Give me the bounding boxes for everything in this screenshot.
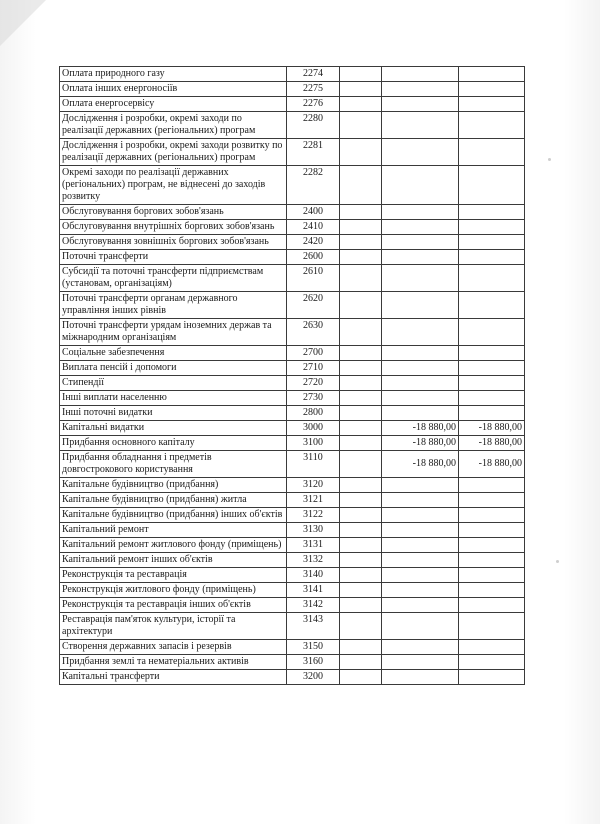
economic-code-cell: 2280 [287,112,340,139]
expense-name-cell: Інші поточні видатки [60,406,287,421]
economic-code-cell: 3110 [287,451,340,478]
expense-name-cell: Оплата інших енергоносіїв [60,82,287,97]
table-row [60,376,525,391]
amount-cell: -18 880,00 [382,421,459,436]
table-row [60,478,525,493]
expense-name-cell: Виплата пенсій і допомоги [60,361,287,376]
expense-name-cell: Створення державних запасів і резервів [60,640,287,655]
expense-name-cell: Оплата природного газу [60,67,287,82]
empty-amount-cell [340,538,382,553]
amount-cell [382,139,459,166]
amount-cell [459,205,525,220]
scan-speck [556,560,559,563]
amount-cell [382,166,459,205]
amount-cell [459,112,525,139]
economic-code-cell: 3141 [287,583,340,598]
expense-name-cell: Окремі заходи по реалізації державних (регіональних) програм, не віднесені до заходів розвитку [60,166,287,205]
empty-amount-cell [340,361,382,376]
table-row [60,451,525,478]
empty-amount-cell [340,436,382,451]
economic-code-cell: 2610 [287,265,340,292]
table-row [60,598,525,613]
amount-cell [459,292,525,319]
amount-cell [382,220,459,235]
expense-name-cell: Дослідження і розробки, окремі заходи розвитку по реалізації державних (регіональних) програм [60,139,287,166]
amount-cell [382,493,459,508]
amount-cell [459,139,525,166]
table-row [60,640,525,655]
economic-code-cell: 3143 [287,613,340,640]
amount-cell: -18 880,00 [459,451,525,478]
expense-name-cell: Поточні трансферти [60,250,287,265]
empty-amount-cell [340,478,382,493]
empty-amount-cell [340,67,382,82]
expense-name-cell: Інші виплати населенню [60,391,287,406]
amount-cell: -18 880,00 [382,436,459,451]
amount-cell: -18 880,00 [459,421,525,436]
economic-code-cell: 3130 [287,523,340,538]
table-row [60,361,525,376]
amount-cell [382,319,459,346]
amount-cell [459,568,525,583]
economic-code-cell: 3140 [287,568,340,583]
empty-amount-cell [340,82,382,97]
table-row [60,583,525,598]
amount-cell [459,361,525,376]
expense-name-cell: Поточні трансферти органам державного управління інших рівнів [60,292,287,319]
amount-cell [382,67,459,82]
empty-amount-cell [340,568,382,583]
table-row [60,508,525,523]
table-row [60,346,525,361]
amount-cell [459,508,525,523]
economic-code-cell: 3160 [287,655,340,670]
amount-cell [382,508,459,523]
economic-code-cell: 2600 [287,250,340,265]
expense-name-cell: Реставрація пам'яток культури, історії та архітектури [60,613,287,640]
amount-cell [382,346,459,361]
expense-name-cell: Реконструкція та реставрація інших об'єктів [60,598,287,613]
amount-cell [382,205,459,220]
amount-cell [459,553,525,568]
expense-name-cell: Соціальне забезпечення [60,346,287,361]
empty-amount-cell [340,583,382,598]
amount-cell [459,598,525,613]
empty-amount-cell [340,205,382,220]
expense-name-cell: Дослідження і розробки, окремі заходи по реалізації державних (регіональних) програм [60,112,287,139]
economic-code-cell: 3200 [287,670,340,685]
expense-name-cell: Поточні трансферти урядам іноземних держав та міжнародним організаціям [60,319,287,346]
empty-amount-cell [340,97,382,112]
economic-code-cell: 2274 [287,67,340,82]
empty-amount-cell [340,451,382,478]
economic-code-cell: 2282 [287,166,340,205]
amount-cell [382,82,459,97]
amount-cell [382,670,459,685]
table-row [60,421,525,436]
table-row [60,265,525,292]
economic-code-cell: 3131 [287,538,340,553]
expense-name-cell: Капітальні трансферти [60,670,287,685]
expense-name-cell: Капітальний ремонт [60,523,287,538]
empty-amount-cell [340,598,382,613]
empty-amount-cell [340,493,382,508]
table-row [60,235,525,250]
table-row [60,139,525,166]
amount-cell [459,250,525,265]
amount-cell [459,82,525,97]
table-row [60,391,525,406]
empty-amount-cell [340,421,382,436]
amount-cell [382,235,459,250]
amount-cell [459,97,525,112]
amount-cell [382,406,459,421]
amount-cell [459,478,525,493]
empty-amount-cell [340,553,382,568]
amount-cell [459,640,525,655]
economic-code-cell: 2281 [287,139,340,166]
table-row [60,670,525,685]
empty-amount-cell [340,292,382,319]
scan-speck [548,158,551,161]
economic-code-cell: 2620 [287,292,340,319]
table-row [60,493,525,508]
amount-cell [459,265,525,292]
amount-cell [382,568,459,583]
amount-cell [459,235,525,250]
amount-cell [459,613,525,640]
amount-cell [459,493,525,508]
amount-cell [459,670,525,685]
table-row [60,97,525,112]
amount-cell [459,220,525,235]
amount-cell [382,361,459,376]
amount-cell [382,250,459,265]
amount-cell [382,376,459,391]
amount-cell [382,538,459,553]
amount-cell [382,292,459,319]
table-row [60,319,525,346]
economic-code-cell: 3000 [287,421,340,436]
empty-amount-cell [340,523,382,538]
amount-cell [459,346,525,361]
empty-amount-cell [340,406,382,421]
economic-code-cell: 2630 [287,319,340,346]
economic-code-cell: 2400 [287,205,340,220]
amount-cell [459,523,525,538]
empty-amount-cell [340,391,382,406]
economic-code-cell: 2800 [287,406,340,421]
amount-cell [382,553,459,568]
expense-name-cell: Реконструкція та реставрація [60,568,287,583]
empty-amount-cell [340,508,382,523]
empty-amount-cell [340,220,382,235]
expense-name-cell: Капітальне будівництво (придбання) [60,478,287,493]
amount-cell [382,655,459,670]
empty-amount-cell [340,640,382,655]
amount-cell [459,655,525,670]
amount-cell [382,583,459,598]
empty-amount-cell [340,166,382,205]
amount-cell: -18 880,00 [382,451,459,478]
economic-code-cell: 2700 [287,346,340,361]
expense-name-cell: Капітальне будівництво (придбання) інших об'єктів [60,508,287,523]
economic-code-cell: 3142 [287,598,340,613]
amount-cell [382,112,459,139]
empty-amount-cell [340,319,382,346]
expense-name-cell: Капітальне будівництво (придбання) житла [60,493,287,508]
economic-code-cell: 3132 [287,553,340,568]
amount-cell [382,391,459,406]
economic-code-cell: 3120 [287,478,340,493]
economic-code-cell: 2410 [287,220,340,235]
empty-amount-cell [340,235,382,250]
amount-cell: -18 880,00 [459,436,525,451]
empty-amount-cell [340,376,382,391]
budget-expenditure-table [59,66,525,685]
economic-code-cell: 3150 [287,640,340,655]
table-row [60,553,525,568]
empty-amount-cell [340,613,382,640]
economic-code-cell: 2275 [287,82,340,97]
expense-name-cell: Капітальний ремонт житлового фонду (приміщень) [60,538,287,553]
amount-cell [459,406,525,421]
expense-name-cell: Реконструкція житлового фонду (приміщень) [60,583,287,598]
amount-cell [382,97,459,112]
amount-cell [459,583,525,598]
economic-code-cell: 2276 [287,97,340,112]
economic-code-cell: 2720 [287,376,340,391]
expense-name-cell: Придбання основного капіталу [60,436,287,451]
table-row [60,82,525,97]
economic-code-cell: 3122 [287,508,340,523]
expense-name-cell: Обслуговування зовнішніх боргових зобов'язань [60,235,287,250]
economic-code-cell: 3100 [287,436,340,451]
economic-code-cell: 2420 [287,235,340,250]
amount-cell [382,598,459,613]
empty-amount-cell [340,265,382,292]
economic-code-cell: 3121 [287,493,340,508]
amount-cell [382,640,459,655]
table-row [60,67,525,82]
empty-amount-cell [340,112,382,139]
amount-cell [382,265,459,292]
table-row [60,220,525,235]
table-row [60,568,525,583]
economic-code-cell: 2710 [287,361,340,376]
expense-name-cell: Придбання землі та нематеріальних активів [60,655,287,670]
amount-cell [459,538,525,553]
empty-amount-cell [340,346,382,361]
expense-name-cell: Придбання обладнання і предметів довгострокового користування [60,451,287,478]
empty-amount-cell [340,139,382,166]
empty-amount-cell [340,655,382,670]
amount-cell [382,478,459,493]
table-row [60,538,525,553]
amount-cell [459,67,525,82]
table-row [60,112,525,139]
expense-name-cell: Оплата енергосервісу [60,97,287,112]
table-row [60,655,525,670]
amount-cell [459,391,525,406]
table-row [60,250,525,265]
expense-name-cell: Субсидії та поточні трансферти підприємствам (установам, організаціям) [60,265,287,292]
amount-cell [459,166,525,205]
empty-amount-cell [340,670,382,685]
table-row [60,292,525,319]
amount-cell [459,376,525,391]
economic-code-cell: 2730 [287,391,340,406]
table-row [60,523,525,538]
amount-cell [382,523,459,538]
expense-name-cell: Обслуговування внутрішніх боргових зобов'язань [60,220,287,235]
amount-cell [382,613,459,640]
empty-amount-cell [340,250,382,265]
expense-name-cell: Стипендії [60,376,287,391]
table-row [60,166,525,205]
expense-name-cell: Капітальний ремонт інших об'єктів [60,553,287,568]
table-row [60,613,525,640]
table-body [60,67,525,685]
expense-name-cell: Обслуговування боргових зобов'язань [60,205,287,220]
table-row [60,406,525,421]
page-corner-fold [0,0,46,46]
expense-name-cell: Капітальні видатки [60,421,287,436]
amount-cell [459,319,525,346]
table-row [60,436,525,451]
table-row [60,205,525,220]
